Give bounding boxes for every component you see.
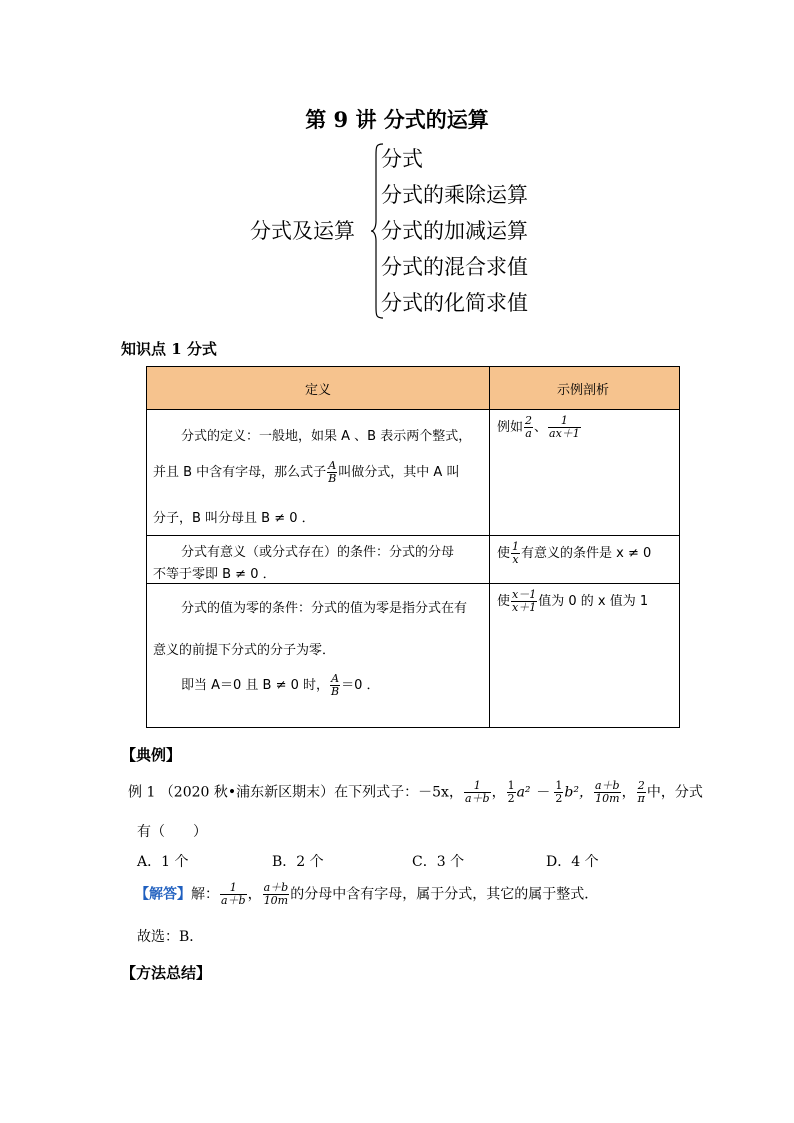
header-example: 示例剖析 bbox=[557, 383, 610, 398]
definition-text: 分式的定义：一般地，如果 A 、B 表示两个整式， bbox=[181, 429, 472, 444]
outline-item: 分式 bbox=[381, 147, 423, 171]
example-text: 使 $\frac{1}{x}$ 有意义的条件是 x ≠ 0 bbox=[497, 540, 652, 566]
page-title: 第 9 讲 分式的运算 bbox=[305, 107, 489, 132]
option-b: B．2 个 bbox=[272, 854, 324, 870]
definition-text: 即当 A＝0 且 B ≠ 0 时， $\frac{A}{B}$ ＝0 ． bbox=[181, 672, 380, 698]
definition-text: 分式的值为零的条件：分式的值为零是指分式在有 bbox=[181, 601, 468, 616]
method-heading: 【方法总结】 bbox=[121, 964, 212, 982]
knowledge-table bbox=[146, 366, 680, 728]
outline-item: 分式的混合求值 bbox=[381, 255, 528, 279]
example-text: 例如 $\frac{2}{a}$ 、 $\frac{1}{ax+1}$ bbox=[497, 414, 580, 440]
outline-item: 分式的加减运算 bbox=[381, 219, 528, 243]
example-text: 使 $\frac{x-1}{x+1}$ 值为 0 的 x 值为 1 bbox=[497, 588, 649, 614]
example-question-line2: 有（ ） bbox=[137, 824, 207, 840]
option-d: D．4 个 bbox=[546, 854, 599, 870]
definition-text: 不等于零即 B ≠ 0 ． bbox=[153, 567, 276, 582]
section-heading: 知识点 1 分式 bbox=[121, 340, 217, 358]
outline-item: 分式的化简求值 bbox=[381, 291, 528, 315]
definition-text: 分子，B 叫分母且 B ≠ 0 ． bbox=[153, 511, 315, 526]
option-a: A．1 个 bbox=[137, 854, 189, 870]
definition-text: 分式有意义（或分式存在）的条件：分式的分母 bbox=[181, 545, 455, 560]
answer-label: 【解答】 bbox=[135, 886, 191, 903]
example-question: 例 1 （2020 秋•浦东新区期末）在下列式子：－5x， $\frac{1}{a+b}$ ， $\frac{1}{2}$ a² － $\frac{1}{2}$ b²， $\frac{a+b}{10m}$ ， $\frac{2}{\pi}$ 中，分式 bbox=[128, 779, 703, 805]
definition-text: 意义的前提下分式的分子为零． bbox=[153, 643, 336, 658]
typical-heading: 【典例】 bbox=[121, 746, 182, 764]
header-definition: 定义 bbox=[305, 383, 332, 398]
outline-item: 分式的乘除运算 bbox=[381, 183, 528, 207]
option-c: C．3 个 bbox=[412, 854, 465, 870]
column-divider bbox=[489, 367, 490, 727]
row-divider bbox=[147, 535, 679, 536]
outline-root: 分式及运算 bbox=[250, 219, 355, 243]
answer-choice: 故选：B． bbox=[137, 929, 204, 945]
definition-text: 并且 B 中含有字母，那么式子 $\frac{A}{B}$ 叫做分式，其中 A 叫 bbox=[153, 459, 460, 485]
answer-text: 【解答】解： $\frac{1}{a+b}$ ， $\frac{a+b}{10m}$ 的分母中含有字母，属于分式，其它的属于整式． bbox=[135, 881, 599, 907]
row-divider bbox=[147, 583, 679, 584]
